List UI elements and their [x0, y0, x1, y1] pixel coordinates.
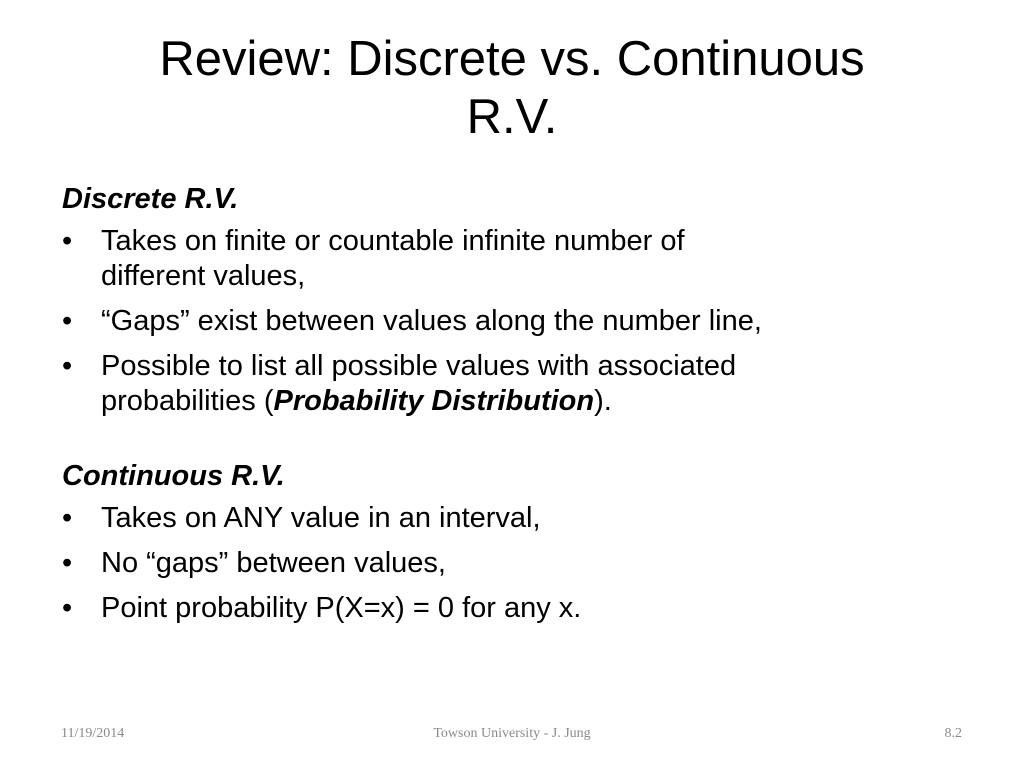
discrete-bullet-3-line-2: [101, 384, 962, 419]
bullet-icon: •: [62, 225, 73, 257]
discrete-bullet-2: [62, 304, 962, 339]
slide-body: [62, 182, 962, 636]
discrete-heading: Discrete R.V.: [62, 183, 239, 215]
continuous-heading: Continuous R.V.: [62, 460, 285, 492]
continuous-bullet-list: [62, 501, 962, 626]
footer-page-number: 8.2: [944, 726, 962, 741]
footer-date: 11/19/2014: [61, 726, 125, 741]
continuous-bullet-2: [62, 546, 962, 581]
slide-title-line-1: Review: Discrete vs. Continuous: [159, 32, 865, 86]
bullet-icon: •: [62, 592, 73, 624]
probability-distribution-term: Probability Distribution: [273, 385, 595, 417]
discrete-bullet-3-prefix: probabilities (: [101, 385, 274, 417]
continuous-bullet-3: [62, 591, 962, 626]
discrete-bullet-2-text: “Gaps” exist between values along the number line,: [101, 305, 762, 337]
bullet-icon: •: [62, 350, 73, 382]
discrete-bullet-3: [62, 349, 962, 419]
discrete-bullet-1: [62, 224, 962, 294]
discrete-bullet-3-suffix: ).: [594, 385, 612, 417]
continuous-bullet-1-text: Takes on ANY value in an interval,: [101, 502, 541, 534]
discrete-bullet-3-line-1: Possible to list all possible values with associated: [101, 350, 737, 382]
bullet-icon: •: [62, 502, 73, 534]
discrete-bullet-1-line-1: Takes on finite or countable infinite number of: [101, 225, 685, 257]
discrete-bullet-list: [62, 224, 962, 419]
continuous-bullet-1: [62, 501, 962, 536]
continuous-bullet-3-text: Point probability P(X=x) = 0 for any x.: [101, 592, 582, 624]
continuous-bullet-2-text: No “gaps” between values,: [101, 547, 446, 579]
footer-author: Towson University - J. Jung: [433, 726, 591, 741]
slide-title: [60, 30, 964, 146]
bullet-icon: •: [62, 547, 73, 579]
slide-title-line-2: R.V.: [466, 90, 558, 144]
discrete-bullet-1-line-2: different values,: [101, 260, 306, 292]
bullet-icon: •: [62, 305, 73, 337]
